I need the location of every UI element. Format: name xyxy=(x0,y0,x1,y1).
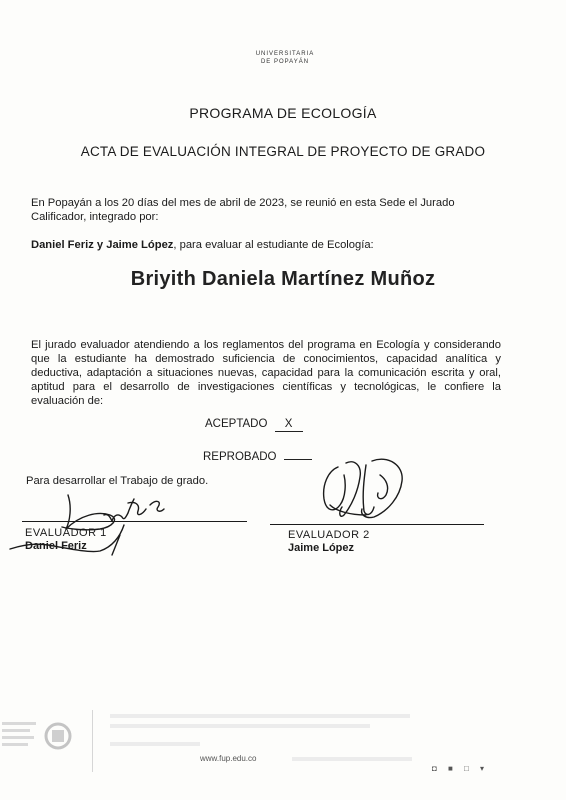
result-accepted xyxy=(205,418,303,432)
evaluator-2-name: Jaime López xyxy=(288,542,355,554)
facebook-icon[interactable]: ■ xyxy=(448,764,453,773)
accepted-mark: X xyxy=(275,418,303,432)
evaluator-2-label: EVALUADOR 2 xyxy=(288,529,370,541)
university-line-1: UNIVERSITARIA xyxy=(255,51,315,57)
evaluator-1-name: Daniel Feriz xyxy=(25,540,87,552)
footer xyxy=(0,700,566,800)
jury-names: Daniel Feriz y Jaime López xyxy=(31,239,174,251)
intro-paragraph: En Popayán a los 20 días del mes de abril de 2023, se reunió en esta Sede el Jurado Calificador, integrado por: xyxy=(31,197,455,223)
footer-text-line xyxy=(110,714,410,718)
rejected-label: REPROBADO xyxy=(203,451,277,463)
evaluator-2-block xyxy=(288,529,370,554)
instagram-icon[interactable]: □ xyxy=(464,764,469,773)
footer-text-line xyxy=(110,724,370,728)
university-logo xyxy=(230,50,340,66)
jury-paragraph xyxy=(31,238,501,252)
act-title: ACTA DE EVALUACIÓN INTEGRAL DE PROYECTO DE GRADO xyxy=(80,144,486,159)
signature-evaluator-2 xyxy=(324,459,403,517)
footer-logo xyxy=(0,718,80,758)
accepted-label: ACEPTADO xyxy=(205,418,268,430)
twitter-icon[interactable]: ▾ xyxy=(480,764,485,773)
evaluator-1-block xyxy=(25,527,107,552)
purpose-text: Para desarrollar el Trabajo de grado. xyxy=(26,475,209,487)
footer-text-line xyxy=(110,742,200,746)
evaluator-1-label: EVALUADOR 1 xyxy=(25,527,107,539)
signature-line-2 xyxy=(270,524,484,525)
signature-line-1 xyxy=(22,521,247,522)
footer-divider xyxy=(92,710,93,772)
evaluation-paragraph: El jurado evaluador atendiendo a los reglamentos del programa en Ecología y considerando que la estudiante ha demostrado suficiencia de conocimientos, capacidad analítica y deductiva, adaptación a situaciones nuevas, capacidad para la comunicación escrita y oral, aptitud para el desarrollo de investigaciones científicas y tecnológicas, le confiere la evaluación de: xyxy=(31,339,501,407)
footer-website[interactable]: www.fup.edu.co xyxy=(200,754,257,763)
student-name: Briyith Daniela Martínez Muñoz xyxy=(130,268,436,290)
footer-text-line xyxy=(292,757,412,761)
university-line-2: DE POPAYÁN xyxy=(260,59,310,65)
social-icon[interactable]: ◘ xyxy=(432,764,437,773)
jury-rest: , para evaluar al estudiante de Ecología: xyxy=(173,239,374,251)
program-title: PROGRAMA DE ECOLOGÍA xyxy=(189,105,377,121)
